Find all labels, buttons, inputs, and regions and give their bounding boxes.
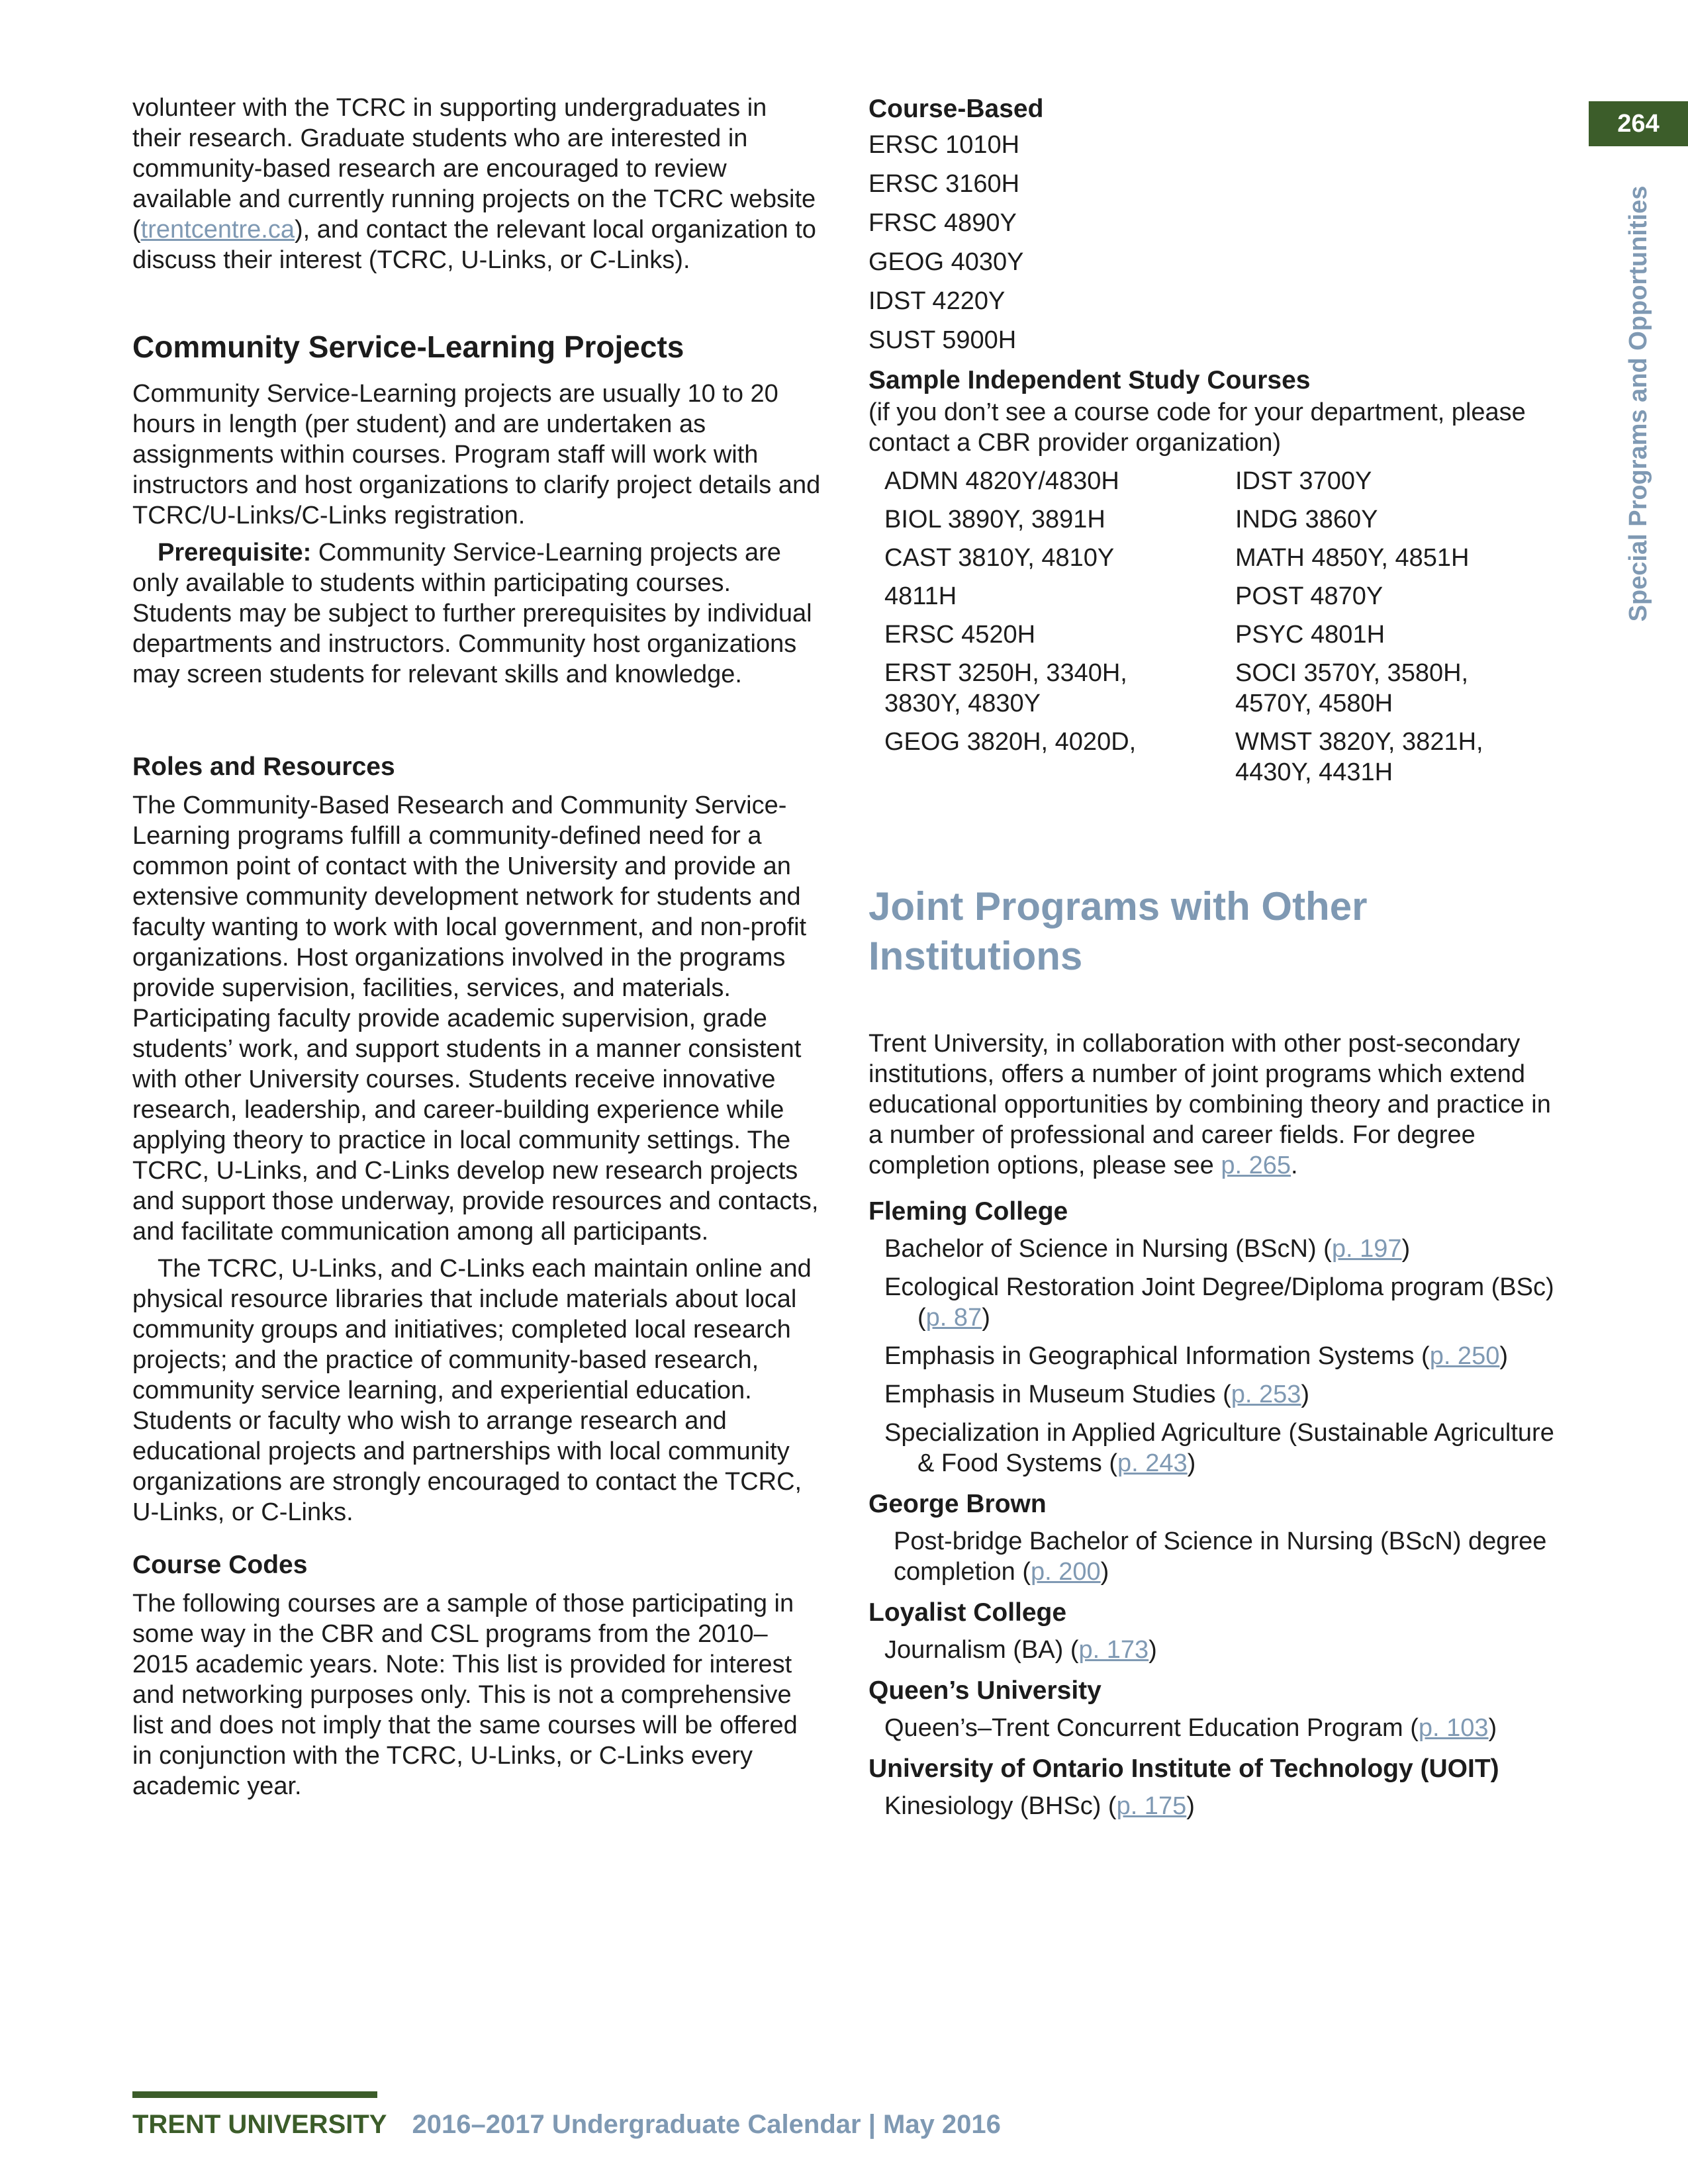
grid-cell: WMST 3820Y, 3821H, 4430Y, 4431H xyxy=(1235,728,1483,786)
grid-cell: CAST 3810Y, 4810Y xyxy=(884,544,1115,572)
program-item: Queen’s–Trent Concurrent Education Program (p. 103) xyxy=(884,1714,1497,1742)
codes-heading: Course Codes xyxy=(132,1551,308,1579)
uoit-heading: University of Ontario Institute of Technology (UOIT) xyxy=(868,1754,1499,1783)
loyalist-list xyxy=(868,1635,1557,1665)
grid-cell: BIOL 3890Y, 3891H xyxy=(884,506,1105,533)
page-link[interactable]: p. 253 xyxy=(1231,1381,1301,1408)
roles-paragraph-1: The Community-Based Research and Community Service-Learning programs fulfill a community-defined need for a common point of contact with the University and provide an extensive community development network for students and faculty wanting to work with local government, and non-profit organizations. Host organizations involved in the programs provide supervision, facilities, services, and materials. Participating faculty provide academic supervision, grade students’ work, and support students in a manner consistent with other University courses. Students receive innovative research, leadership, and career-building experience while applying theory to practice in local community settings. The TCRC, U-Links, and C-Links develop new research projects and support those underway, provide resources and contacts, and facilitate communication among all participants. xyxy=(132,792,819,1246)
page-link[interactable]: p. 173 xyxy=(1078,1636,1149,1664)
right-column xyxy=(868,93,1557,1829)
george-brown-heading: George Brown xyxy=(868,1490,1047,1518)
page-number: 264 xyxy=(1617,109,1660,138)
independent-note: (if you don’t see a course code for your department, please contact a CBR provider organization) xyxy=(868,398,1526,457)
course-based-heading: Course-Based xyxy=(868,95,1044,123)
queens-list xyxy=(868,1713,1557,1743)
page-link[interactable]: p. 243 xyxy=(1117,1449,1188,1477)
prereq-label: Prerequisite: xyxy=(158,539,312,567)
roles-heading: Roles and Resources xyxy=(132,752,395,781)
grid-cell: PSYC 4801H xyxy=(1235,621,1385,649)
footer-rule xyxy=(132,2091,377,2098)
page-footer xyxy=(132,2110,1001,2140)
list-item: SUST 5900H xyxy=(868,326,1017,354)
page-link[interactable]: p. 87 xyxy=(925,1304,982,1332)
course-based-list xyxy=(868,130,1557,355)
page-265-link[interactable]: p. 265 xyxy=(1221,1152,1291,1179)
codes-paragraph: The following courses are a sample of those participating in some way in the CBR and CSL programs from the 2010–2015 academic years. Note: This list is provided for interest and networking purposes only. This is not a comprehensive list and does not imply that the same courses will be offered in conjunction with the TCRC, U-Links, or C-Links every academic year. xyxy=(132,1590,798,1800)
fleming-heading: Fleming College xyxy=(868,1197,1068,1226)
list-item: GEOG 4030Y xyxy=(868,248,1024,276)
list-item: FRSC 4890Y xyxy=(868,209,1017,237)
program-item: Emphasis in Museum Studies (p. 253) xyxy=(884,1381,1310,1408)
intro-paragraph: volunteer with the TCRC in supporting undergraduates in their research. Graduate students who are interested in community-based research are encouraged to review available and currently running projects on the TCRC website (trentcentre.ca), and contact the relevant local organization to discuss their interest (TCRC, U-Links, or C-Links). xyxy=(132,94,816,274)
program-item: Post-bridge Bachelor of Science in Nursing (BScN) degree completion (p. 200) xyxy=(894,1527,1547,1586)
page-link[interactable]: p. 103 xyxy=(1418,1714,1489,1742)
grid-cell: ADMN 4820Y/4830H xyxy=(884,467,1119,495)
trentcentre-link[interactable]: trentcentre.ca xyxy=(140,216,295,244)
program-item: Emphasis in Geographical Information Systems (p. 250) xyxy=(884,1342,1508,1370)
independent-heading: Sample Independent Study Courses xyxy=(868,366,1311,394)
roles-paragraph-2: The TCRC, U-Links, and C-Links each maintain online and physical resource libraries that include materials about local community groups and initiatives; completed local research projects; and the practice of community-based research, community service learning, and experiential education. Students or faculty who wish to arrange research and educational projects and partnerships with local community organizations are strongly encouraged to contact the TCRC, U-Links, or C-Links. xyxy=(132,1255,812,1526)
page-number-tab xyxy=(1589,101,1688,146)
program-item: Specialization in Applied Agriculture (Sustainable Agriculture & Food Systems (p. 243) xyxy=(884,1419,1554,1477)
grid-cell: 4811H xyxy=(884,582,957,610)
csl-prereq-paragraph: Prerequisite: Community Service-Learning projects are only available to students within participating courses. Students may be subject to further prerequisites by individual departments and instructors. Community host organizations may screen students for relevant skills and knowledge. xyxy=(132,539,812,688)
queens-heading: Queen’s University xyxy=(868,1676,1102,1705)
grid-cell: GEOG 3820H, 4020D, xyxy=(884,728,1137,756)
program-item: Ecological Restoration Joint Degree/Diploma program (BSc) (p. 87) xyxy=(884,1273,1554,1332)
loyalist-heading: Loyalist College xyxy=(868,1598,1067,1627)
footer-calendar: 2016–2017 Undergraduate Calendar | May 2016 xyxy=(412,2110,1001,2139)
joint-programs-heading: Joint Programs with Other Institutions xyxy=(868,884,1368,978)
csl-heading: Community Service-Learning Projects xyxy=(132,330,684,364)
uoit-list xyxy=(868,1791,1557,1821)
grid-cell: IDST 3700Y xyxy=(1235,467,1372,495)
grid-cell: ERSC 4520H xyxy=(884,621,1036,649)
list-item: ERSC 3160H xyxy=(868,170,1020,198)
grid-cell: ERST 3250H, 3340H, 3830Y, 4830Y xyxy=(884,659,1127,717)
page-link[interactable]: p. 250 xyxy=(1429,1342,1500,1370)
left-column xyxy=(132,93,821,1801)
footer-university: TRENT UNIVERSITY xyxy=(132,2110,387,2139)
joint-programs-paragraph: Trent University, in collaboration with other post-secondary institutions, offers a number of joint programs which extend educational opportunities by combining theory and practice in a number of professional and career fields. For degree completion options, please see p. 265. xyxy=(868,1030,1551,1179)
independent-study-grid xyxy=(868,466,1557,788)
side-title: Special Programs and Opportunities xyxy=(1624,185,1652,622)
fleming-list xyxy=(868,1234,1557,1479)
side-title-container xyxy=(1602,159,1675,649)
csl-paragraph: Community Service-Learning projects are usually 10 to 20 hours in length (per student) and are undertaken as assignments within courses. Program staff will work with instructors and host organizations to clarify project details and TCRC/U-Links/C-Links registration. xyxy=(132,380,821,529)
program-item: Bachelor of Science in Nursing (BScN) (p. 197) xyxy=(884,1235,1411,1263)
program-item: Journalism (BA) (p. 173) xyxy=(884,1636,1157,1664)
page-link[interactable]: p. 175 xyxy=(1116,1792,1187,1820)
grid-cell: SOCI 3570Y, 3580H, 4570Y, 4580H xyxy=(1235,659,1469,717)
program-item: Kinesiology (BHSc) (p. 175) xyxy=(884,1792,1195,1820)
grid-cell: POST 4870Y xyxy=(1235,582,1383,610)
page-link[interactable]: p. 197 xyxy=(1331,1235,1402,1263)
grid-cell: MATH 4850Y, 4851H xyxy=(1235,544,1470,572)
list-item: ERSC 1010H xyxy=(868,131,1020,159)
page-link[interactable]: p. 200 xyxy=(1030,1558,1101,1586)
george-brown-list xyxy=(868,1526,1557,1587)
grid-cell: INDG 3860Y xyxy=(1235,506,1378,533)
list-item: IDST 4220Y xyxy=(868,287,1006,315)
